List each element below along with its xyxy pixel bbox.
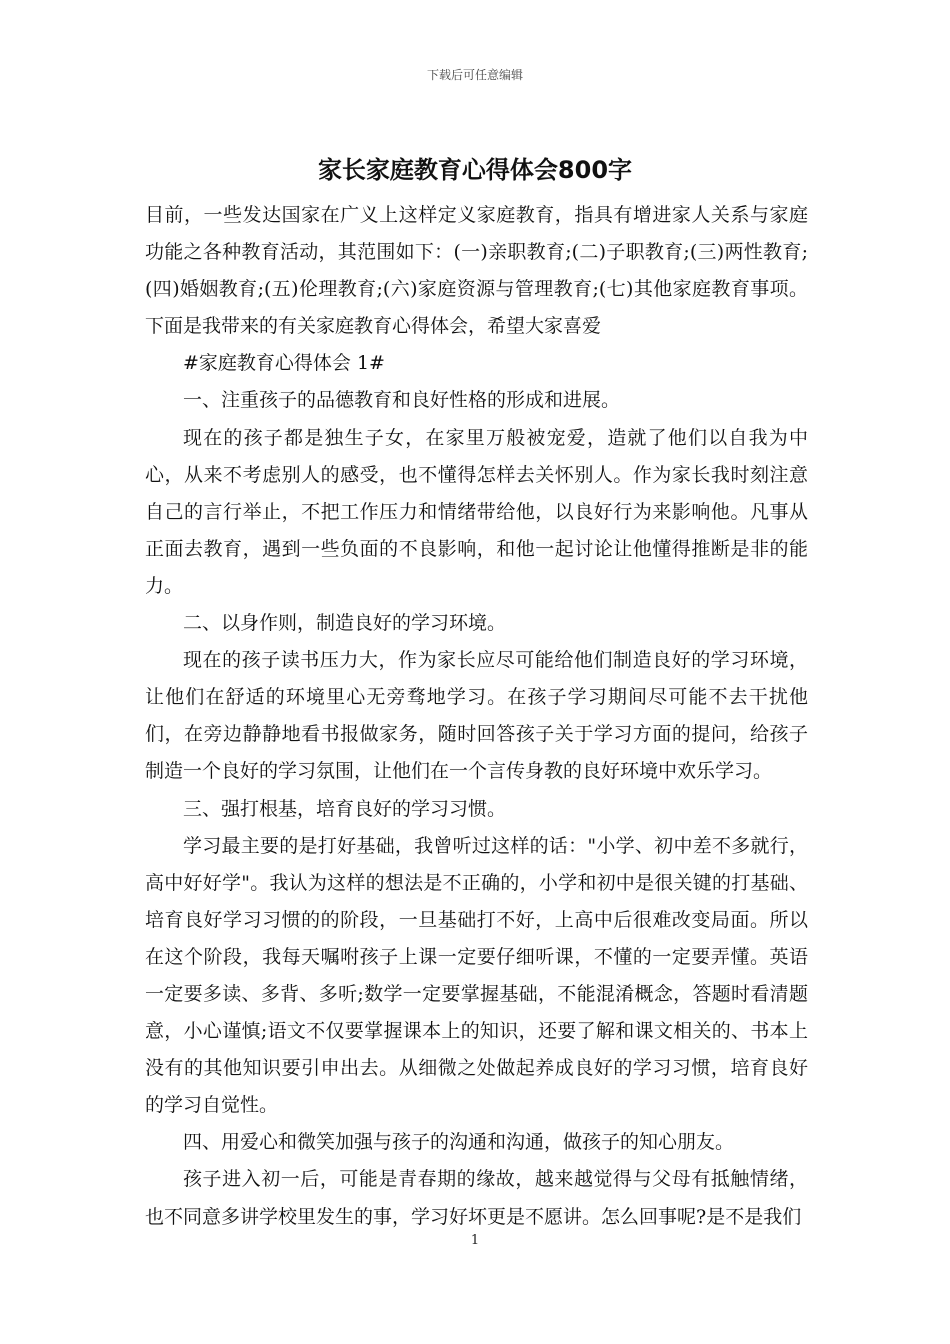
point-heading-3: 三、强打根基，培育良好的学习习惯。 — [183, 797, 507, 820]
header-note: 下载后可任意编辑 — [426, 68, 523, 82]
section-heading-1: #家庭教育心得体会 1# — [183, 352, 385, 375]
body-paragraph-2: 现在的孩子读书压力大，作为家长应尽可能给他们制造良好的学习环境，让他们在舒适的环境里心无旁骛地学习。在孩子学习期间尽可能不去干扰他们，在旁边静静地看书报做家务，随时回答孩子关于学习方面的提问，给孩子制造一个良好的学习氛围，让他们在一个言传身教的良好环境中欢乐学习。 — [145, 649, 808, 783]
body-paragraph-1: 现在的孩子都是独生子女，在家里万般被宠爱，造就了他们以自我为中心，从来不考虑别人的感受，也不懂得怎样去关怀别人。作为家长我时刻注意自己的言行举止，不把工作压力和情绪带给他，以良好行为来影响他。凡事从正面去教育，遇到一些负面的不良影响，和他一起讨论让他懂得推断是非的能力。 — [145, 426, 808, 597]
point-heading-4: 四、用爱心和微笑加强与孩子的沟通和沟通，做孩子的知心朋友。 — [183, 1131, 735, 1154]
intro-paragraph: 目前，一些发达国家在广义上这样定义家庭教育，指具有增进家人关系与家庭功能之各种教育活动，其范围如下：(一)亲职教育;(二)子职教育;(三)两性教育;(四)婚姻教育;(五)伦理教育;(六)家庭资源与管理教育;(七)其他家庭教育事项。下面是我带来的有关家庭教育心得体会，希望大家喜爱 — [145, 204, 808, 338]
body-paragraph-4: 孩子进入初一后，可能是青春期的缘故，越来越觉得与父母有抵触情绪，也不同意多讲学校里发生的事，学习好坏更是不愿讲。怎么回事呢?是不是我们 — [145, 1168, 808, 1228]
point-heading-1: 一、注重孩子的品德教育和良好性格的形成和进展。 — [183, 389, 621, 412]
document-body — [145, 197, 808, 1236]
page-number: 1 — [470, 1233, 480, 1248]
body-paragraph-3: 学习最主要的是打好基础，我曾听过这样的话："小学、初中差不多就行，高中好好学"。我认为这样的想法是不正确的，小学和初中是很关键的打基础、培育良好学习习惯的的阶段，一旦基础打不好，上高中后很难改变局面。所以在这个阶段，我每天嘱咐孩子上课一定要仔细听课，不懂的一定要弄懂。英语一定要多读、多背、多听;数学一定要掌握基础，不能混淆概念，答题时看清题意，小心谨慎;语文不仅要掌握课本上的知识，还要了解和课文相关的、书本上没有的其他知识要引申出去。从细微之处做起养成良好的学习习惯，培育良好的学习自觉性。 — [145, 834, 808, 1117]
point-heading-2: 二、以身作则，制造良好的学习环境。 — [183, 612, 507, 635]
document-title: 家长家庭教育心得体会800字 — [317, 156, 633, 184]
